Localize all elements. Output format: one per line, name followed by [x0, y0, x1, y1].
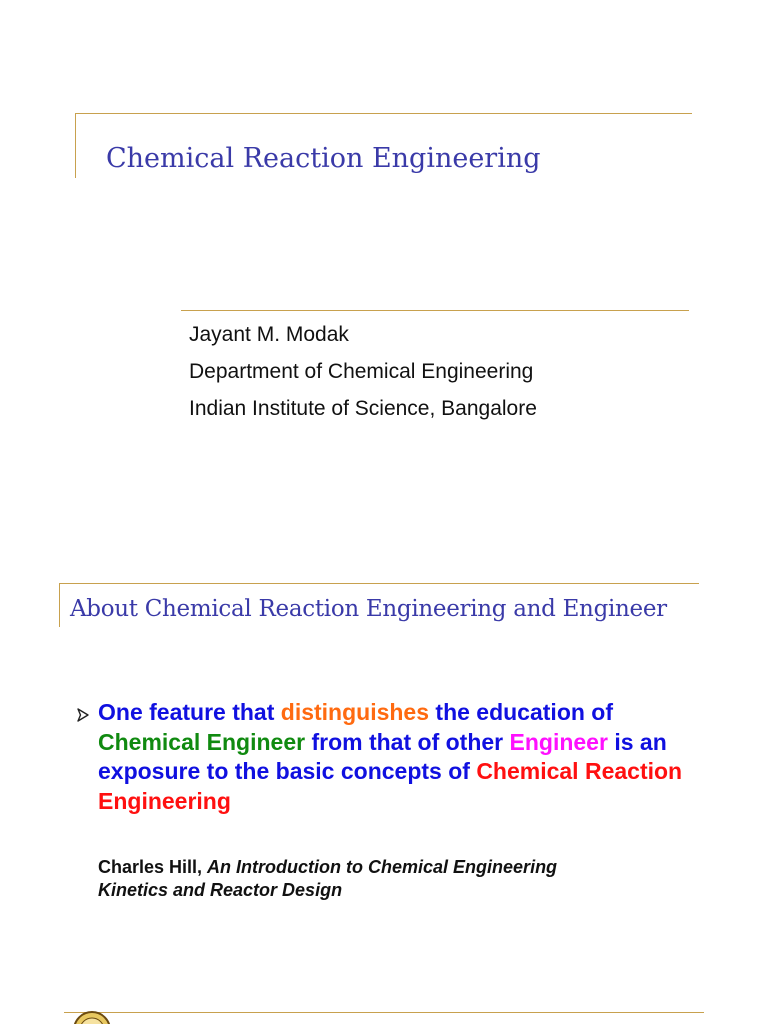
bullet-seg7: is an exposure to the basic concepts of — [98, 728, 667, 784]
bullet-seg5: from that of other — [305, 728, 510, 755]
institute-seal-icon — [72, 1010, 112, 1024]
citation-line1 — [98, 856, 557, 879]
citation-line2 — [98, 879, 557, 902]
slide1-title: Chemical Reaction Engineering — [106, 143, 541, 174]
citation-author: Charles Hill, — [98, 857, 208, 877]
slide1-title-top-rule — [75, 113, 692, 114]
slide2-title-left-rule — [59, 583, 60, 627]
arrow-bullet-icon — [76, 708, 90, 722]
slide1-title-left-rule — [75, 113, 76, 178]
institute-name: Indian Institute of Science, Bangalore — [189, 397, 537, 420]
citation — [98, 856, 557, 902]
bullet-seg1: One feature that — [98, 699, 281, 725]
citation-book-line2: Kinetics and Reactor Design — [98, 880, 343, 900]
slide2-title: About Chemical Reaction Engineering and Engineer — [70, 596, 667, 622]
slide1-subtitle-rule — [181, 310, 689, 311]
bullet-seg-engineer: Engineer — [509, 728, 608, 755]
citation-book-line1: An Introduction to Chemical Engineering — [207, 857, 558, 877]
bullet-seg3: the education of — [429, 699, 614, 725]
bullet-seg-chemical-engineer: Chemical Engineer — [98, 728, 306, 755]
slide2-title-top-rule — [59, 583, 699, 584]
department-name: Department of Chemical Engineering — [189, 360, 534, 383]
author-name: Jayant M. Modak — [189, 323, 349, 346]
bullet-text — [98, 698, 718, 816]
bullet-seg-distinguishes: distinguishes — [280, 699, 430, 725]
author-block — [189, 316, 537, 427]
bullet-seg-cre: Chemical Reaction Engineering — [98, 758, 683, 814]
footer-rule — [64, 1012, 704, 1013]
